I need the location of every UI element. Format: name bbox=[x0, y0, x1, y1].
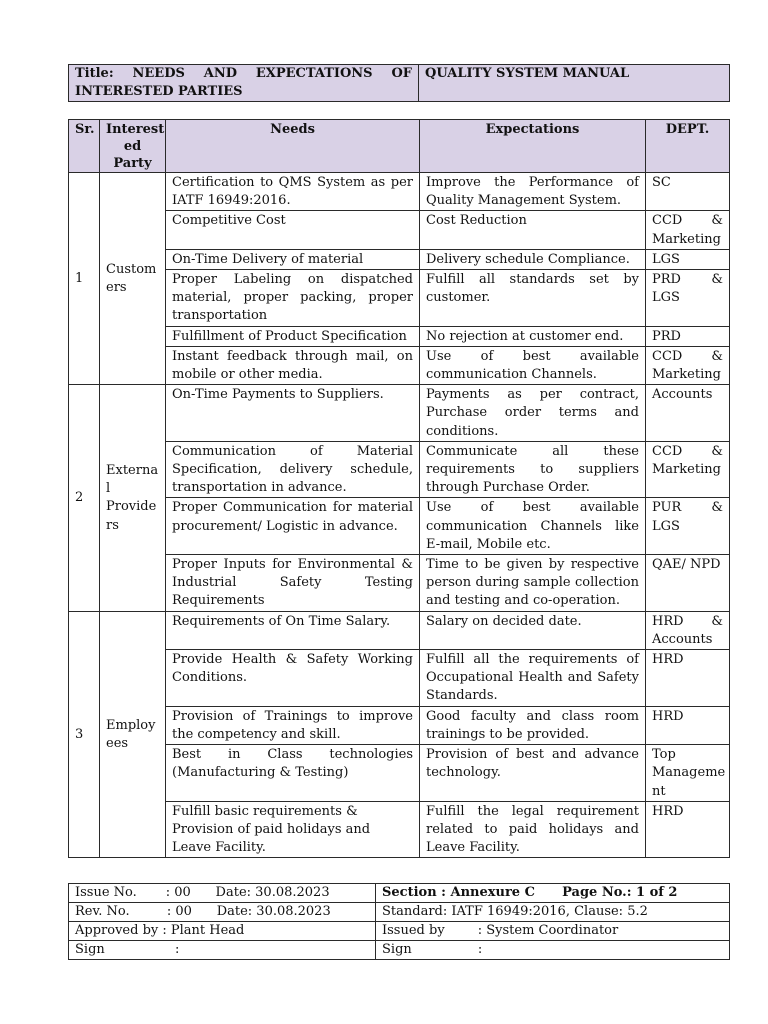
need-cell: Competitive Cost bbox=[166, 211, 420, 249]
need-cell: Requirements of On Time Salary. bbox=[166, 611, 420, 649]
interested-party: Externa l Provide rs bbox=[100, 385, 166, 611]
section-page: Section : Annexure C Page No.: 1 of 2 bbox=[376, 884, 730, 903]
dept-cell: PUR & LGS bbox=[646, 498, 730, 555]
table-row bbox=[69, 611, 730, 649]
column-header-expectations: Expectations bbox=[420, 120, 646, 173]
dept-cell: HRD & Accounts bbox=[646, 611, 730, 649]
expectation-cell: Time to be given by respective person during sample collection and testing and co-operation. bbox=[420, 555, 646, 612]
expectation-cell: Salary on decided date. bbox=[420, 611, 646, 649]
expectation-cell: Fulfill the legal requirement related to paid holidays and Leave Facility. bbox=[420, 801, 646, 858]
need-cell: Communication of Material Specification, delivery schedule, transportation in advance. bbox=[166, 441, 420, 498]
table-row bbox=[69, 211, 730, 249]
dept-cell: PRD bbox=[646, 326, 730, 346]
table-row bbox=[69, 385, 730, 442]
manual-name: QUALITY SYSTEM MANUAL bbox=[419, 65, 730, 102]
need-cell: Certification to QMS System as per IATF 16949:2016. bbox=[166, 173, 420, 211]
column-header-needs: Needs bbox=[166, 120, 420, 173]
serial-number: 3 bbox=[69, 611, 100, 858]
column-header-sr: Sr. bbox=[69, 120, 100, 173]
expectation-cell: Cost Reduction bbox=[420, 211, 646, 249]
column-header-dept: DEPT. bbox=[646, 120, 730, 173]
dept-cell: CCD & Marketing bbox=[646, 211, 730, 249]
table-row bbox=[69, 555, 730, 612]
sign-left: Sign : bbox=[69, 941, 376, 960]
needs-expectations-table bbox=[68, 119, 730, 858]
interested-party: Employ ees bbox=[100, 611, 166, 858]
table-row bbox=[69, 745, 730, 802]
standard-clause: Standard: IATF 16949:2016, Clause: 5.2 bbox=[376, 903, 730, 922]
dept-cell: QAE/ NPD bbox=[646, 555, 730, 612]
issued-by: Issued by : System Coordinator bbox=[376, 922, 730, 941]
table-row bbox=[69, 270, 730, 327]
column-header-party: Interest ed Party bbox=[100, 120, 166, 173]
dept-cell: LGS bbox=[646, 249, 730, 269]
serial-number: 1 bbox=[69, 173, 100, 385]
table-row bbox=[69, 173, 730, 211]
table-row bbox=[69, 346, 730, 384]
dept-cell: PRD & LGS bbox=[646, 270, 730, 327]
table-row bbox=[69, 441, 730, 498]
expectation-cell: Provision of best and advance technology. bbox=[420, 745, 646, 802]
table-row bbox=[69, 706, 730, 744]
need-cell: Proper Inputs for Environmental & Industrial Safety Testing Requirements bbox=[166, 555, 420, 612]
dept-cell: CCD & Marketing bbox=[646, 346, 730, 384]
table-row bbox=[69, 249, 730, 269]
need-cell: Provision of Trainings to improve the competency and skill. bbox=[166, 706, 420, 744]
table-row bbox=[69, 801, 730, 858]
expectation-cell: Fulfill all standards set by customer. bbox=[420, 270, 646, 327]
revision-number: Rev. No. : 00 Date: 30.08.2023 bbox=[69, 903, 376, 922]
table-row bbox=[69, 650, 730, 707]
expectation-cell: Payments as per contract, Purchase order terms and conditions. bbox=[420, 385, 646, 442]
sign-right: Sign : bbox=[376, 941, 730, 960]
dept-cell: Accounts bbox=[646, 385, 730, 442]
need-cell: Best in Class technologies (Manufacturing & Testing) bbox=[166, 745, 420, 802]
expectation-cell: Use of best available communication Channels like E-mail, Mobile etc. bbox=[420, 498, 646, 555]
dept-cell: CCD & Marketing bbox=[646, 441, 730, 498]
need-cell: On-Time Delivery of material bbox=[166, 249, 420, 269]
serial-number: 2 bbox=[69, 385, 100, 611]
need-cell: Fulfill basic requirements & Provision of paid holidays and Leave Facility. bbox=[166, 801, 420, 858]
need-cell: Fulfillment of Product Specification bbox=[166, 326, 420, 346]
need-cell: Provide Health & Safety Working Conditions. bbox=[166, 650, 420, 707]
issue-number: Issue No. : 00 Date: 30.08.2023 bbox=[69, 884, 376, 903]
table-row bbox=[69, 498, 730, 555]
document-control-footer bbox=[68, 883, 730, 960]
expectation-cell: Fulfill all the requirements of Occupational Health and Safety Standards. bbox=[420, 650, 646, 707]
dept-cell: Top Manageme nt bbox=[646, 745, 730, 802]
dept-cell: HRD bbox=[646, 650, 730, 707]
dept-cell: HRD bbox=[646, 706, 730, 744]
expectation-cell: Good faculty and class room trainings to be provided. bbox=[420, 706, 646, 744]
expectation-cell: Delivery schedule Compliance. bbox=[420, 249, 646, 269]
interested-party: Custom ers bbox=[100, 173, 166, 385]
need-cell: On-Time Payments to Suppliers. bbox=[166, 385, 420, 442]
expectation-cell: Use of best available communication Channels. bbox=[420, 346, 646, 384]
table-row bbox=[69, 326, 730, 346]
expectation-cell: Improve the Performance of Quality Management System. bbox=[420, 173, 646, 211]
document-title: Title: NEEDS AND EXPECTATIONS OF INTERESTED PARTIES bbox=[69, 65, 419, 102]
expectation-cell: Communicate all these requirements to suppliers through Purchase Order. bbox=[420, 441, 646, 498]
expectation-cell: No rejection at customer end. bbox=[420, 326, 646, 346]
dept-cell: SC bbox=[646, 173, 730, 211]
need-cell: Proper Communication for material procurement/ Logistic in advance. bbox=[166, 498, 420, 555]
table-header-row bbox=[69, 120, 730, 173]
title-block bbox=[68, 64, 730, 102]
need-cell: Instant feedback through mail, on mobile or other media. bbox=[166, 346, 420, 384]
approved-by: Approved by : Plant Head bbox=[69, 922, 376, 941]
dept-cell: HRD bbox=[646, 801, 730, 858]
need-cell: Proper Labeling on dispatched material, proper packing, proper transportation bbox=[166, 270, 420, 327]
